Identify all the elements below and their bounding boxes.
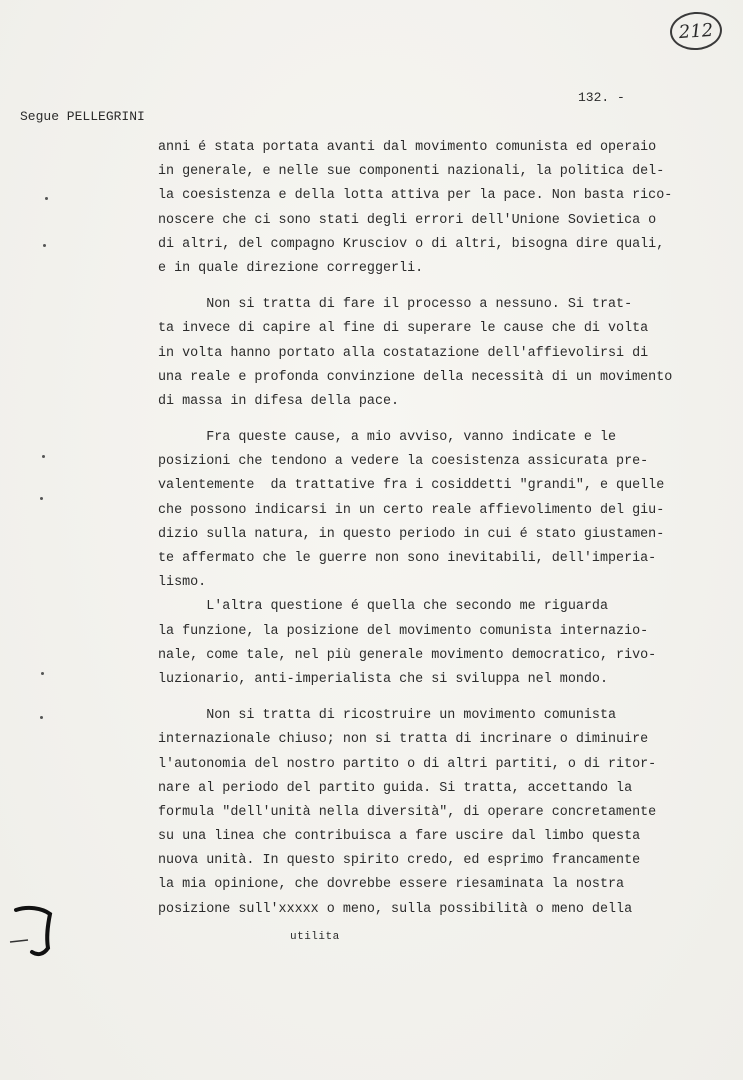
text-line: che possono indicarsi in un certo reale affievolimento del giu- bbox=[158, 502, 665, 518]
text-line: nale, come tale, nel più generale movimento democratico, rivo- bbox=[158, 647, 657, 663]
paragraph-2 bbox=[158, 293, 738, 414]
text-line: la coesistenza e della lotta attiva per la pace. Non basta rico- bbox=[158, 188, 673, 204]
text-line: nuova unità. In questo spirito credo, ed esprimo francamente bbox=[158, 853, 641, 869]
text-line: noscere che ci sono stati degli errori dell'Unione Sovietica o bbox=[158, 212, 657, 228]
paragraph-5 bbox=[158, 704, 738, 922]
text-line: anni é stata portata avanti dal movimento comunista ed operaio bbox=[158, 140, 657, 155]
paragraph-3 bbox=[158, 426, 738, 595]
text-line: su una linea che contribuisca a fare uscire dal limbo questa bbox=[158, 829, 641, 845]
text-line: la funzione, la posizione del movimento comunista internazio- bbox=[158, 623, 649, 639]
text-line: formula "dell'unità nella diversità", di operare concretamente bbox=[158, 804, 657, 820]
text-line: valentemente da trattative fra i cosiddetti "grandi", e quelle bbox=[158, 478, 665, 494]
text-line: nare al periodo del partito guida. Si tratta, accettando la bbox=[158, 780, 633, 796]
text-line: luzionario, anti-imperialista che si sviluppa nel mondo. bbox=[158, 671, 608, 687]
text-line: in volta hanno portato alla costatazione dell'affievolirsi di bbox=[158, 345, 649, 361]
text-line: internazionale chiuso; non si tratta di incrinare o diminuire bbox=[158, 732, 649, 748]
text-line: l'autonomia del nostro partito o di altri partiti, o di ritor- bbox=[158, 756, 657, 772]
text-line: una reale e profonda convinzione della necessità di un movimento bbox=[158, 369, 673, 385]
text-line: di altri, del compagno Krusciov o di altri, bisogna dire quali, bbox=[158, 236, 665, 252]
text-line: posizioni che tendono a vedere la coesistenza assicurata pre- bbox=[158, 454, 649, 470]
text-line: posizione sull'xxxxx o meno, sulla possibilità o meno della bbox=[158, 901, 633, 917]
text-line: Non si tratta di ricostruire un movimento comunista bbox=[158, 708, 617, 724]
text-line: in generale, e nelle sue componenti nazionali, la politica del- bbox=[158, 164, 665, 180]
margin-mark bbox=[42, 455, 45, 458]
margin-mark bbox=[40, 716, 43, 719]
margin-mark bbox=[41, 672, 44, 675]
page-stamp: 212 bbox=[669, 10, 724, 52]
text-line: Fra queste cause, a mio avviso, vanno indicate e le bbox=[158, 430, 617, 446]
margin-mark bbox=[43, 244, 46, 247]
text-line: dizio sulla natura, in questo periodo in cui é stato giustamen- bbox=[158, 526, 665, 542]
handwritten-correction: utilita bbox=[290, 931, 340, 943]
text-line: la mia opinione, che dovrebbe essere riesaminata la nostra bbox=[158, 877, 625, 893]
margin-mark bbox=[45, 197, 48, 200]
margin-mark bbox=[40, 497, 43, 500]
text-line: L'altra questione é quella che secondo me riguarda bbox=[158, 599, 608, 615]
text-line: ta invece di capire al fine di superare le cause che di volta bbox=[158, 321, 649, 337]
text-line: te affermato che le guerre non sono inevitabili, dell'imperia- bbox=[158, 551, 657, 566]
paragraph-1 bbox=[158, 136, 738, 281]
text-line: lismo. bbox=[158, 575, 207, 591]
transcript-body bbox=[158, 136, 738, 922]
text-line: Non si tratta di fare il processo a nessuno. Si trat- bbox=[158, 297, 633, 313]
speaker-heading: Segue PELLEGRINI bbox=[20, 109, 145, 124]
margin-scribble-mark bbox=[8, 902, 60, 962]
text-line: di massa in difesa della pace. bbox=[158, 393, 400, 409]
text-line: e in quale direzione correggerli. bbox=[158, 260, 424, 276]
page-number: 132. - bbox=[578, 90, 625, 105]
paragraph-4 bbox=[158, 595, 738, 692]
